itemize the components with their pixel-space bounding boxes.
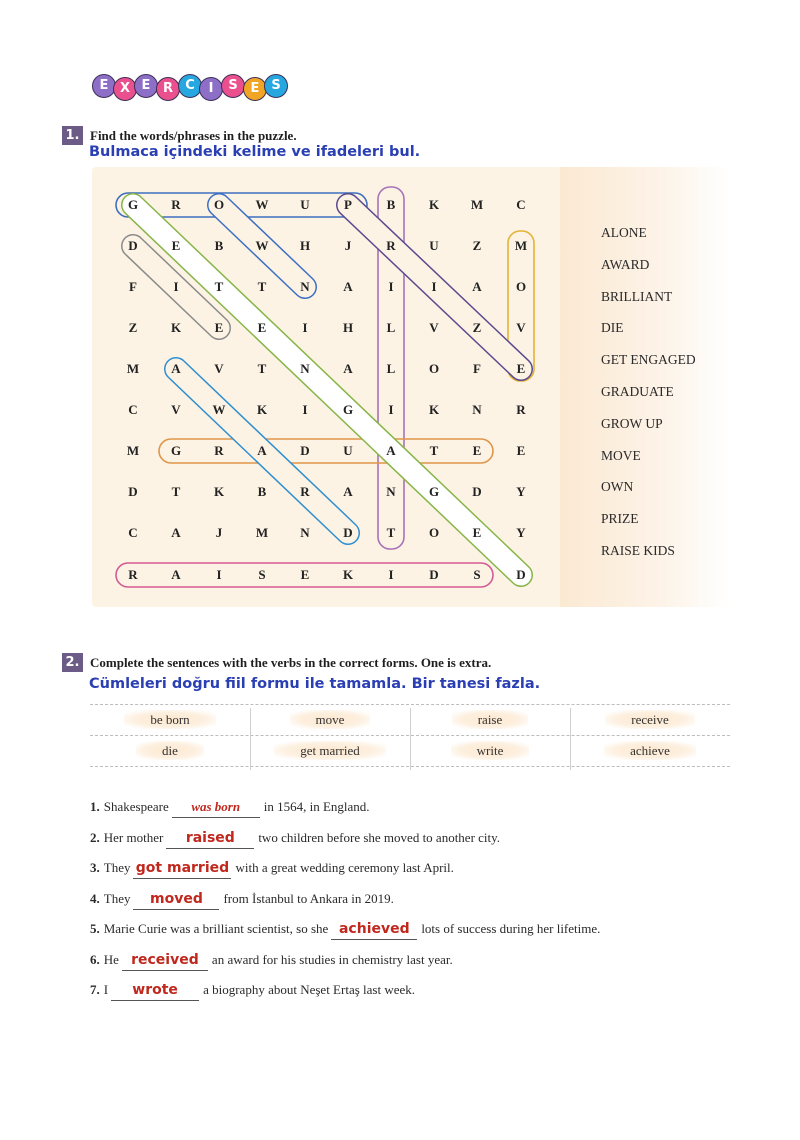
puzzle-letter[interactable]: A [386, 443, 396, 458]
sentence-text-after: from İstanbul to Ankara in 2019. [223, 890, 394, 906]
puzzle-letter[interactable]: Z [472, 238, 482, 253]
puzzle-letter[interactable]: I [431, 279, 437, 294]
puzzle-letter[interactable]: G [170, 443, 182, 458]
puzzle-letter[interactable]: U [343, 443, 353, 458]
word-bank-item [410, 736, 570, 766]
puzzle-letter[interactable]: V [516, 320, 526, 335]
word-bank-item [570, 736, 730, 766]
sentence-text-before: Her mother [103, 829, 164, 845]
exercise-2-instruction-tr: Cümleleri doğru fiil formu ile tamamla. Bir tanesi fazla. [89, 676, 541, 692]
sentence-number: 2. [90, 829, 100, 845]
sentence-number: 3. [90, 860, 100, 875]
puzzle-letter[interactable]: K [213, 484, 225, 499]
puzzle-letter[interactable]: A [343, 361, 353, 376]
word-list-item: BRILLIANT [601, 288, 673, 304]
puzzle-letter[interactable]: D [300, 443, 310, 458]
puzzle-letter[interactable]: C [128, 402, 138, 417]
puzzle-letter[interactable]: O [515, 279, 527, 294]
sentence [90, 919, 600, 939]
exercise-2-instruction-en: Complete the sentences with the verbs in the correct forms. One is extra. [90, 655, 492, 670]
puzzle-letter[interactable]: T [429, 443, 439, 458]
answer-text: achieved [338, 921, 410, 937]
answer-text: got married [135, 860, 230, 876]
word-list-item: OWN [601, 479, 634, 495]
word-bank-label: write [451, 741, 530, 760]
puzzle-letter[interactable]: C [516, 197, 526, 212]
answer-text: received [131, 951, 199, 968]
word-bank-label: raise [452, 710, 529, 729]
puzzle-letter[interactable]: H [299, 238, 311, 253]
puzzle-letter[interactable]: A [171, 525, 181, 540]
sentence-number: 1. [90, 799, 100, 814]
answer-text: was born [191, 799, 241, 814]
word-list-item: DIE [601, 320, 624, 336]
puzzle-letter[interactable]: E [472, 525, 482, 540]
word-bank-item [90, 736, 250, 766]
puzzle-letter[interactable]: M [470, 197, 484, 212]
puzzle-letter[interactable]: K [428, 197, 440, 212]
word-list-item: GRADUATE [601, 384, 674, 399]
puzzle-letter[interactable]: T [257, 279, 267, 294]
exercise-1-number: 1. [62, 126, 83, 145]
sentence-text-after: lots of success during her lifetime. [421, 921, 601, 936]
puzzle-letter[interactable]: I [173, 279, 179, 294]
puzzle-letter[interactable]: S [258, 567, 266, 582]
puzzle-letter[interactable]: B [214, 238, 224, 253]
puzzle-letter[interactable]: I [388, 402, 394, 417]
logo-letter: S [264, 74, 288, 98]
puzzle-letter[interactable]: D [472, 484, 482, 499]
word-list-item: GET ENGAGED [601, 352, 696, 368]
word-bank-item [250, 736, 410, 766]
sentence [90, 858, 454, 878]
logo-letter: C [178, 74, 202, 98]
sentence-text-before: He [103, 951, 119, 967]
answer-text: wrote [132, 982, 178, 998]
logo-letter: I [199, 77, 223, 101]
puzzle-letter[interactable]: U [300, 197, 310, 212]
word-bank-label: receive [605, 710, 695, 729]
word-list-item: AWARD [601, 256, 650, 272]
puzzle-letter[interactable]: M [126, 443, 140, 458]
puzzle-letter[interactable]: N [300, 279, 310, 294]
puzzle-letter[interactable]: A [343, 484, 353, 499]
word-bank-label: get married [274, 741, 386, 760]
puzzle-letter[interactable]: N [300, 525, 310, 540]
puzzle-letter[interactable]: A [257, 443, 267, 458]
sentence-text-before: They [103, 860, 131, 875]
sentence-number: 5. [90, 921, 100, 936]
sentence-text-before: They [103, 890, 131, 906]
puzzle-letter[interactable]: O [428, 361, 440, 376]
exercise-1-instruction-en: Find the words/phrases in the puzzle. [90, 128, 297, 143]
answer-blank[interactable] [111, 983, 199, 1001]
puzzle-letter[interactable]: A [171, 361, 181, 376]
puzzle-letter[interactable]: Z [472, 320, 482, 335]
puzzle-letter[interactable]: R [128, 567, 138, 582]
puzzle-letter[interactable]: A [472, 279, 482, 294]
sentence [90, 980, 415, 1000]
word-bank-item [410, 705, 570, 735]
puzzle-letter[interactable]: E [472, 443, 482, 458]
sentence [90, 797, 370, 817]
logo-letter: S [221, 74, 245, 98]
puzzle-letter[interactable]: A [343, 279, 353, 294]
puzzle-letter[interactable]: J [215, 525, 223, 540]
sentence-text-after: with a great wedding ceremony last April. [235, 860, 454, 875]
word-list-item: GROW UP [601, 415, 663, 431]
puzzle-letter[interactable]: Y [516, 484, 526, 499]
puzzle-letter[interactable]: M [255, 525, 269, 540]
word-bank-label: achieve [604, 741, 696, 760]
puzzle-letter[interactable]: R [300, 484, 310, 499]
puzzle-letter[interactable]: N [300, 361, 310, 376]
puzzle-letter[interactable]: W [212, 402, 226, 417]
puzzle-letter[interactable]: W [255, 197, 269, 212]
puzzle-letter[interactable]: G [428, 484, 440, 499]
sentence-text-before: Marie Curie was a brilliant scientist, so she [103, 921, 329, 936]
puzzle-letter[interactable]: I [302, 320, 308, 335]
answer-blank[interactable] [331, 922, 417, 940]
logo-letter: E [243, 77, 267, 101]
puzzle-letter[interactable]: N [472, 402, 482, 417]
puzzle-letter[interactable]: T [257, 361, 267, 376]
puzzle-letter[interactable]: R [171, 197, 181, 212]
puzzle-letter[interactable]: I [216, 567, 222, 582]
logo-letter: E [134, 74, 158, 98]
word-list-item: ALONE [601, 225, 647, 240]
puzzle-letter[interactable]: G [342, 402, 354, 417]
word-bank-item [570, 705, 730, 735]
word-bank-label: die [136, 741, 204, 760]
puzzle-letter[interactable]: E [257, 320, 267, 335]
answer-blank[interactable] [122, 953, 208, 971]
puzzle-letter[interactable]: T [171, 484, 181, 499]
exercise-2-number: 2. [62, 653, 83, 672]
puzzle-letter[interactable]: N [386, 484, 396, 499]
puzzle-letter[interactable]: B [257, 484, 267, 499]
puzzle-letter[interactable]: C [128, 525, 138, 540]
answer-text: moved [150, 890, 203, 907]
sentence-text-after: two children before she moved to another city. [258, 829, 501, 845]
sentence [90, 950, 453, 970]
puzzle-letter[interactable]: K [170, 320, 182, 335]
puzzle-letter[interactable]: V [171, 402, 181, 417]
puzzle-letter[interactable]: B [386, 197, 396, 212]
puzzle-letter[interactable]: D [128, 238, 138, 253]
puzzle-letter[interactable]: U [429, 238, 439, 253]
puzzle-letter[interactable]: A [171, 567, 181, 582]
sentence-text-after: in 1564, in England. [263, 799, 370, 814]
puzzle-letter[interactable]: K [428, 402, 440, 417]
puzzle-letter[interactable]: V [429, 320, 439, 335]
word-bank-item [90, 705, 250, 735]
puzzle-letter[interactable]: F [129, 279, 137, 294]
puzzle-letter[interactable]: L [386, 361, 396, 376]
logo-letter: R [156, 77, 180, 101]
answer-blank[interactable] [166, 831, 254, 849]
puzzle-letter[interactable]: R [386, 238, 396, 253]
sentence-text-after: an award for his studies in chemistry last year. [211, 951, 453, 967]
puzzle-letter[interactable]: E [516, 443, 526, 458]
sentence-number: 7. [90, 982, 100, 997]
puzzle-letter[interactable]: O [213, 197, 225, 212]
puzzle-letter[interactable]: F [473, 361, 481, 376]
sentence [90, 889, 394, 909]
puzzle-letter[interactable]: I [388, 567, 394, 582]
puzzle-letter[interactable]: K [256, 402, 268, 417]
sentence-text-before: Shakespeare [103, 799, 169, 814]
answer-blank[interactable] [133, 892, 219, 910]
puzzle-letter[interactable]: R [214, 443, 224, 458]
puzzle-letter[interactable]: S [473, 567, 481, 582]
puzzle-letter[interactable]: Z [128, 320, 138, 335]
sentence [90, 828, 500, 848]
puzzle-letter[interactable]: V [214, 361, 224, 376]
puzzle-letter[interactable]: T [386, 525, 396, 540]
puzzle-letter[interactable]: P [344, 197, 352, 212]
puzzle-letter[interactable]: I [302, 402, 308, 417]
word-list-item: MOVE [601, 447, 641, 463]
puzzle-letter[interactable]: O [428, 525, 440, 540]
puzzle-letter[interactable]: D [516, 567, 526, 582]
puzzle-letter[interactable]: E [300, 567, 310, 582]
puzzle-letter[interactable]: W [255, 238, 269, 253]
puzzle-letter[interactable]: L [386, 320, 396, 335]
puzzle-letter[interactable]: R [516, 402, 526, 417]
word-list-item: PRIZE [601, 511, 639, 527]
puzzle-letter[interactable]: J [344, 238, 352, 253]
sentence-number: 6. [90, 951, 100, 967]
word-bank-label: move [290, 710, 371, 729]
puzzle-letter[interactable]: M [514, 238, 528, 253]
puzzle-letter[interactable]: T [214, 279, 224, 294]
sentence-text-before: I [103, 982, 109, 997]
word-bank-item [250, 705, 410, 735]
word-bank-label: be born [124, 710, 215, 729]
sentence-text-after: a biography about Neşet Ertaş last week. [203, 982, 415, 997]
puzzle-letter[interactable]: I [388, 279, 394, 294]
puzzle-letter[interactable]: E [516, 361, 526, 376]
logo-letter: E [92, 74, 116, 98]
answer-blank[interactable] [172, 800, 260, 818]
puzzle-letter[interactable]: D [343, 525, 353, 540]
answer-text: raised [185, 829, 235, 846]
word-list-item: RAISE KIDS [601, 543, 675, 558]
logo-letter: X [113, 77, 137, 101]
puzzle-letter[interactable]: E [214, 320, 224, 335]
puzzle-letter[interactable]: Y [516, 525, 526, 540]
answer-blank[interactable] [133, 861, 231, 879]
puzzle-letter[interactable]: D [429, 567, 439, 582]
puzzle-letter[interactable]: E [171, 238, 181, 253]
puzzle-letter[interactable]: M [126, 361, 140, 376]
puzzle-letter[interactable]: G [127, 197, 139, 212]
exercise-1-instruction-tr: Bulmaca içindeki kelime ve ifadeleri bul. [89, 144, 421, 160]
puzzle-letter[interactable]: K [342, 567, 354, 582]
puzzle-letter[interactable]: H [342, 320, 354, 335]
puzzle-letter[interactable]: D [128, 484, 138, 499]
sentence-number: 4. [90, 890, 100, 906]
word-bank [90, 702, 730, 772]
